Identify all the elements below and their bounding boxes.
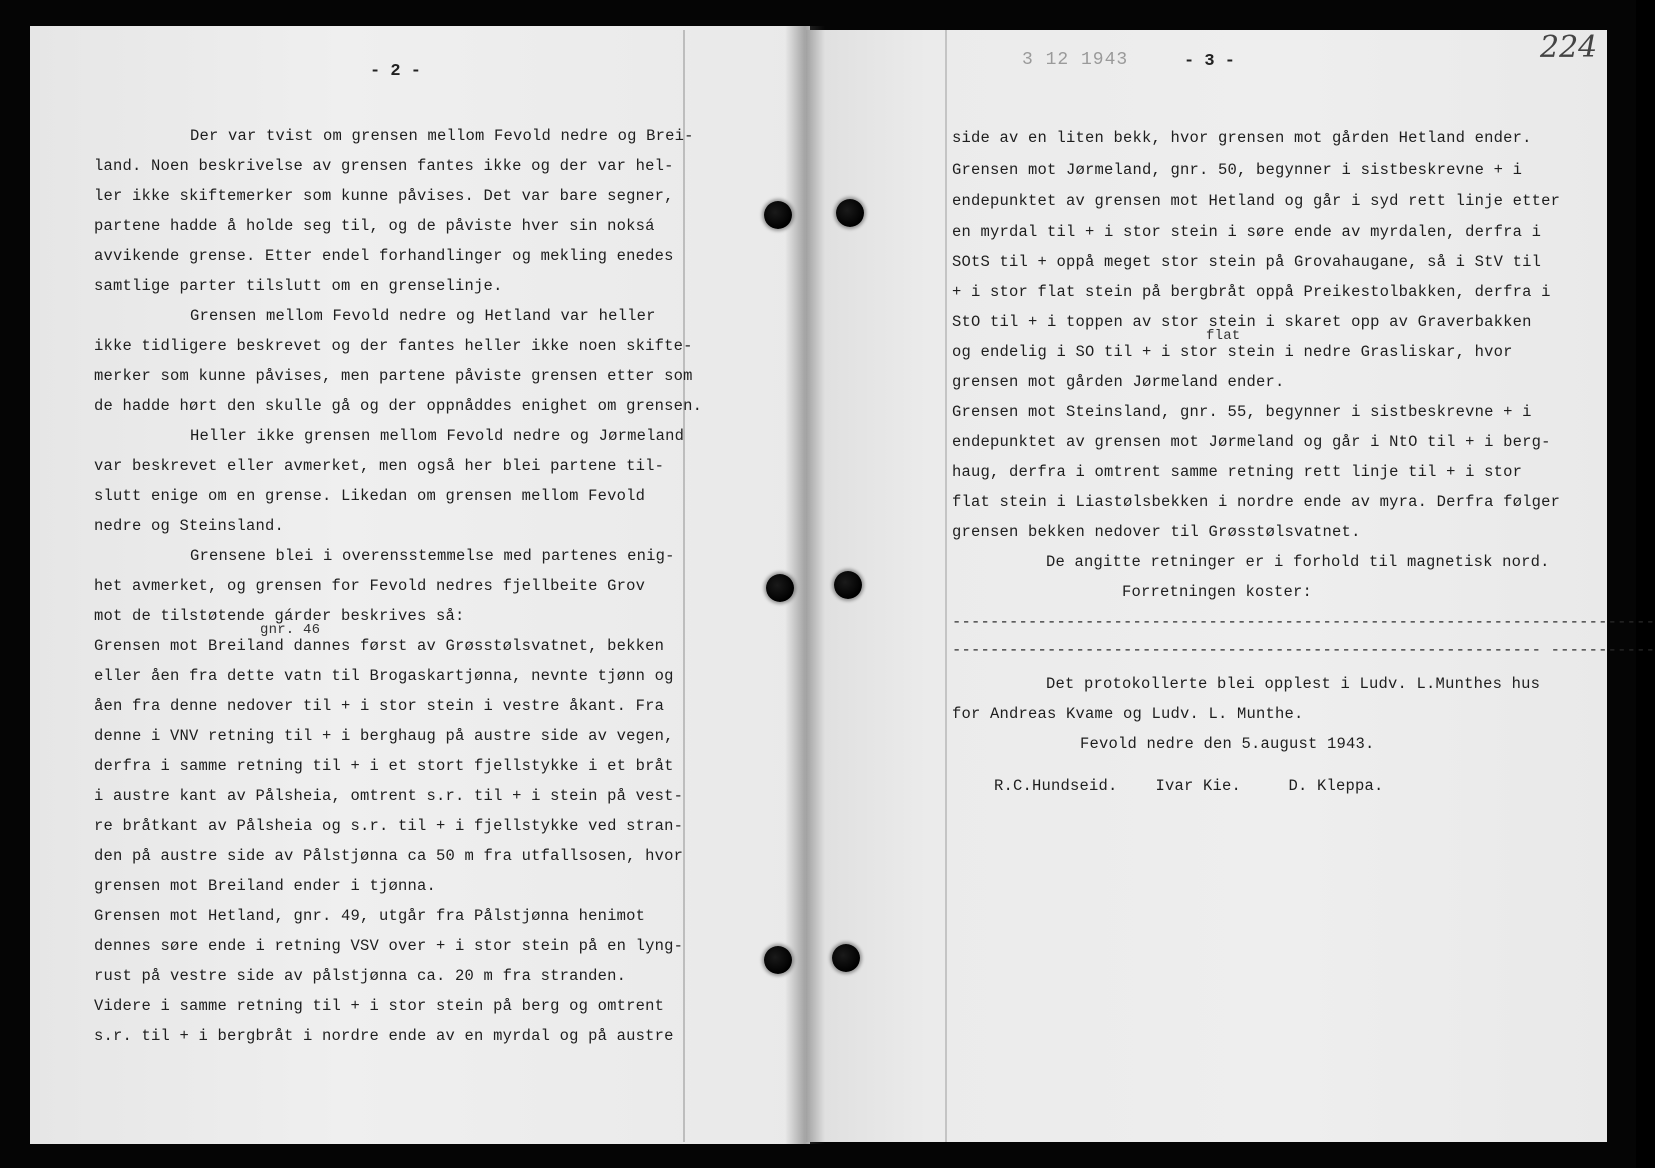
text-line: endepunktet av grensen mot Jørmeland og går i NtO til + i berg- [952,433,1551,451]
text-line: grensen mot Breiland ender i tjønna. [94,877,437,895]
text-line: i austre kant av Pålsheia, omtrent s.r. til + i stein på vest- [94,787,684,805]
text-line: avvikende grense. Etter endel forhandlinger og mekling enedes [94,247,674,265]
text-line: mot de tilstøtende gárder beskrives så: [94,607,465,625]
text-line: Det protokollerte blei opplest i Ludv. L.Munthes hus [1046,675,1541,693]
punch-hole [764,201,792,229]
text-line: ler ikke skiftemerker som kunne påvises. Det var bare segner, [94,187,674,205]
text-line: de hadde hørt den skulle gå og der oppnåddes enighet om grensen. [94,397,703,415]
text-line: partene hadde å holde seg til, og de påviste hver sin noksá [94,217,655,235]
signatures: R.C.Hundseid. Ivar Kie. D. Kleppa. [994,777,1384,795]
text-line: endepunktet av grensen mot Hetland og går i syd rett linje etter [952,192,1561,210]
date-stamp: 3 12 1943 [1022,50,1129,70]
fold-line [683,30,685,1142]
text-line: rust på vestre side av pålstjønna ca. 20 m fra stranden. [94,967,627,985]
text-line: + i stor flat stein på bergbråt oppå Preikestolbakken, derfra i [952,283,1551,301]
text-line: StO til + i toppen av stor stein i skaret opp av Graverbakken [952,313,1532,331]
text-line: denne i VNV retning til + i berghaug på austre side av vegen, [94,727,674,745]
text-line: merker som kunne påvises, men partene påviste grensen etter som [94,367,693,385]
text-line: re bråtkant av Pålsheia og s.r. til + i fjellstykke ved stran- [94,817,684,835]
text-line: slutt enige om en grense. Likedan om grensen mellom Fevold [94,487,646,505]
text-line: Grensen mot Hetland, gnr. 49, utgår fra Pålstjønna henimot [94,907,646,925]
text-line: Heller ikke grensen mellom Fevold nedre og Jørmeland [190,427,685,445]
text-line: Grensen mot Jørmeland, gnr. 50, begynner i sistbeskrevne + i [952,161,1523,179]
text-line: derfra i samme retning til + i et stort fjellstykke i et bråt [94,757,674,775]
handwritten-insertion: gnr. 46 [260,622,321,638]
punch-hole [834,571,862,599]
text-line: Grensen mot Steinsland, gnr. 55, begynner i sistbeskrevne + i [952,403,1532,421]
text-line: grensen mot gården Jørmeland ender. [952,373,1285,391]
text-line: haug, derfra i omtrent samme retning rett linje til + i stor [952,463,1523,481]
text-line: eller åen fra dette vatn til Brogaskartjønna, nevnte tjønn og [94,667,674,685]
text-line: Grensene blei i overensstemmelse med partenes enig- [190,547,675,565]
text-line: ikke tidligere beskrevet og der fantes heller ikke noen skifte- [94,337,693,355]
punch-hole [836,199,864,227]
text-line: Videre i samme retning til + i stor stein på berg og omtrent [94,997,665,1015]
text-line: Der var tvist om grensen mellom Fevold nedre og Brei- [190,127,694,145]
text-line: og endelig i SO til + i stor stein i nedre Grasliskar, hvor [952,343,1513,361]
text-line: for Andreas Kvame og Ludv. L. Munthe. [952,705,1304,723]
text-line: Grensen mellom Fevold nedre og Hetland var heller [190,307,656,325]
punch-hole [764,946,792,974]
text-line: land. Noen beskrivelse av grensen fantes ikke og der var hel- [94,157,674,175]
fold-line [945,30,947,1142]
text-line: samtlige parter tilslutt om en grenselinje. [94,277,503,295]
punch-hole [832,944,860,972]
handwritten-folio: 224 [1540,30,1598,65]
text-line: het avmerket, og grensen for Fevold nedres fjellbeite Grov [94,577,646,595]
text-line: Grensen mot Breiland dannes først av Grøsstølsvatnet, bekken [94,637,665,655]
text-line: SOtS til + oppå meget stor stein på Grovahaugane, så i StV til [952,253,1542,271]
fee-blank-line: -------------------------------------------------------------------------- [952,613,1655,631]
text-line: en myrdal til + i stor stein i søre ende av myrdalen, derfra i [952,223,1542,241]
text-line: nedre og Steinsland. [94,517,285,535]
text-line: s.r. til + i bergbråt i nordre ende av en myrdal og på austre [94,1027,674,1045]
text-line: side av en liten bekk, hvor grensen mot gården Hetland ender. [952,129,1532,147]
handwritten-insertion: flat [1206,328,1241,344]
text-line: flat stein i Liastølsbekken i nordre ende av myra. Derfra følger [952,493,1561,511]
fee-blank-line: -------------------------------------------------------------- ----------- [952,641,1655,659]
text-line: Fevold nedre den 5.august 1943. [1080,735,1375,753]
text-line: De angitte retninger er i forhold til magnetisk nord. [1046,553,1550,571]
text-line: den på austre side av Pålstjønna ca 50 m fra utfallsosen, hvor [94,847,684,865]
text-line: åen fra denne nedover til + i stor stein i vestre åkant. Fra [94,697,665,715]
text-line: dennes søre ende i retning VSV over + i stor stein på en lyng- [94,937,684,955]
text-line: Forretningen koster: [1122,583,1313,601]
right-page-number: - 3 - [1184,52,1236,71]
text-line: var beskrevet eller avmerket, men også her blei partene til- [94,457,665,475]
punch-hole [766,574,794,602]
left-page-number: - 2 - [370,62,422,81]
text-line: grensen bekken nedover til Grøsstølsvatnet. [952,523,1361,541]
